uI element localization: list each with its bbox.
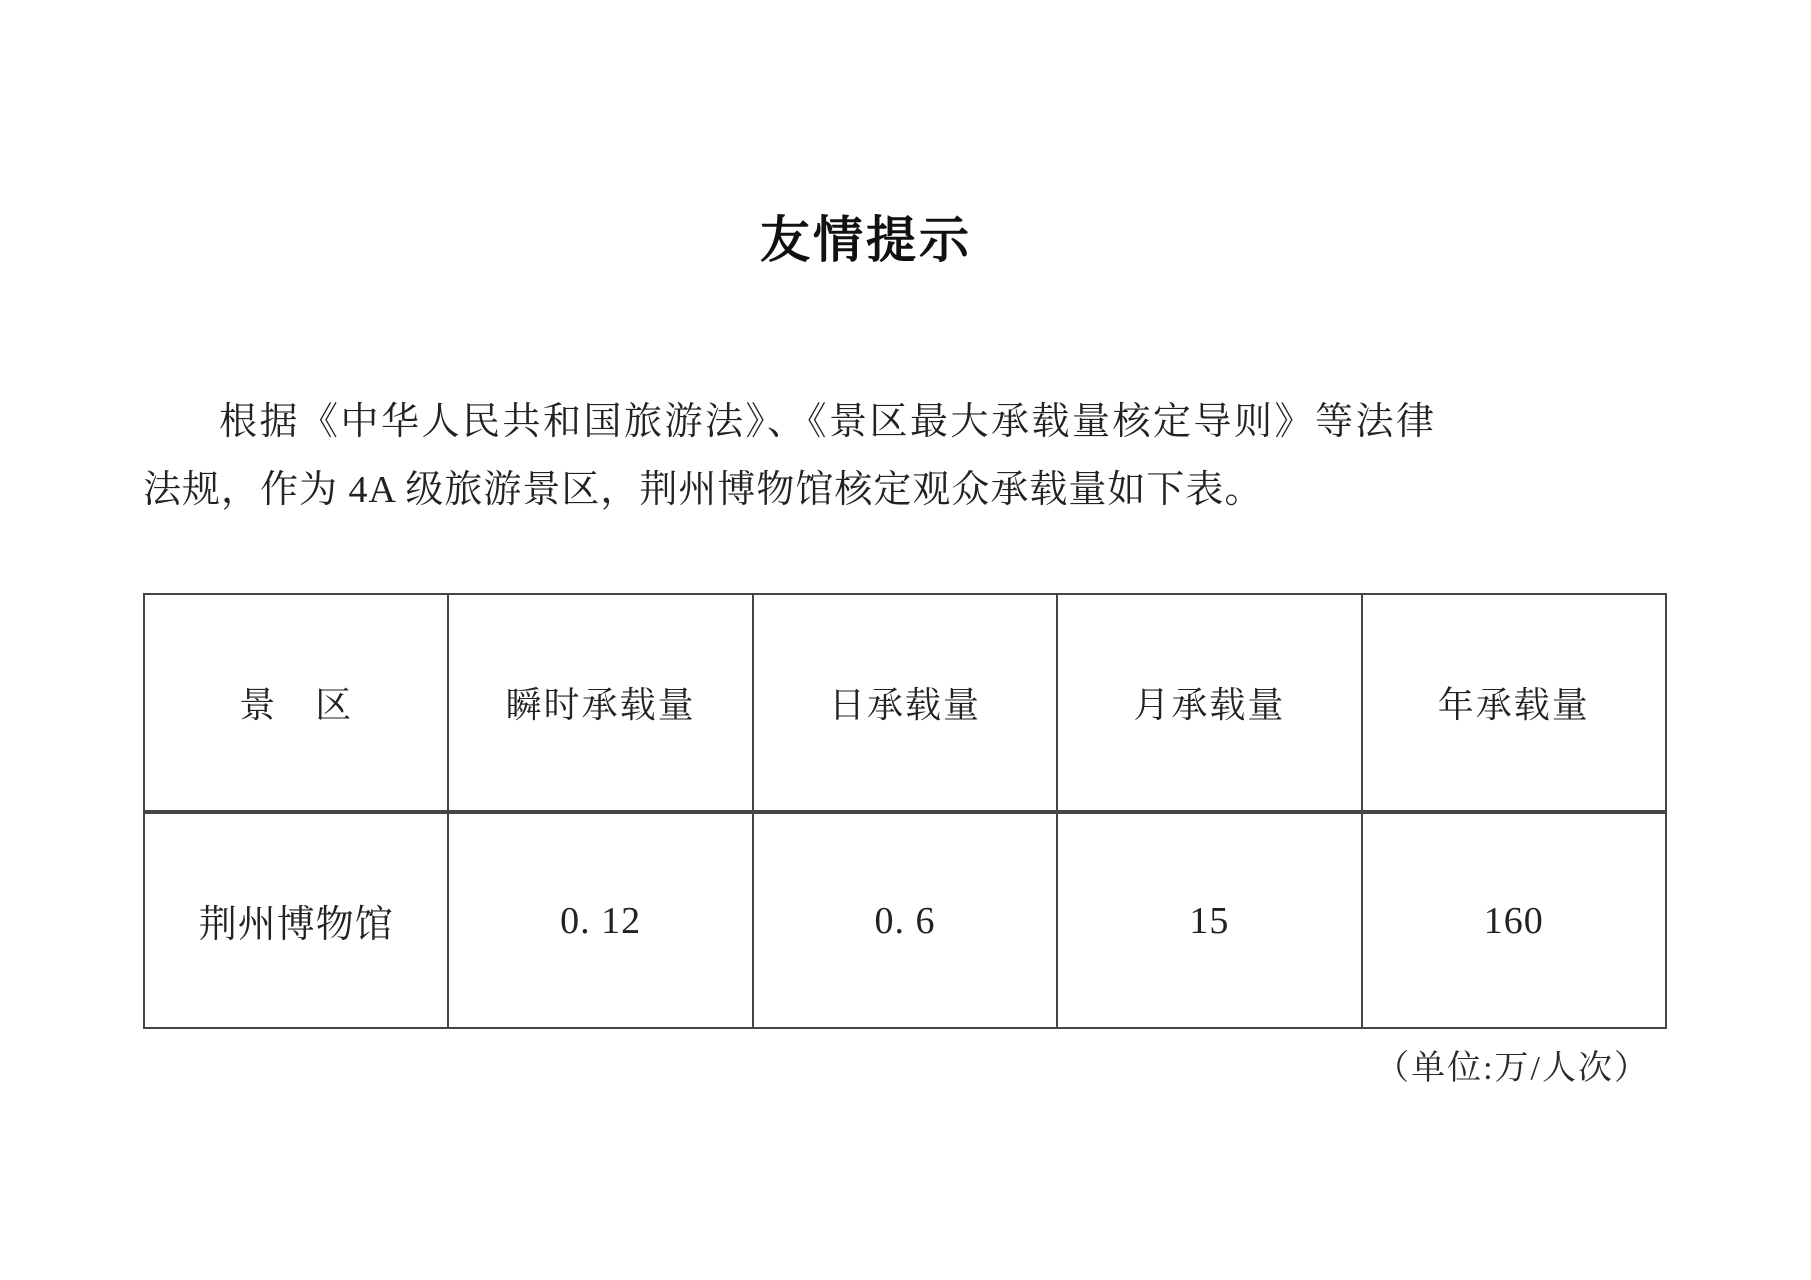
intro-paragraph (143, 388, 1435, 524)
col-header-yearly-capacity: 年承载量 (1362, 594, 1666, 812)
col-header-daily-capacity: 日承载量 (753, 594, 1057, 812)
capacity-table-body (144, 812, 1666, 1028)
cell-monthly-capacity: 15 (1057, 812, 1361, 1028)
page-title: 友情提示 (760, 212, 972, 268)
paragraph-line-1: 根据《中华人民共和国旅游法》、《景区最大承载量核定导则》等法律 (219, 401, 1435, 443)
capacity-table (143, 593, 1667, 1029)
cell-scenic-area: 荆州博物馆 (144, 812, 448, 1028)
col-header-scenic-area: 景 区 (144, 594, 448, 812)
unit-note: （单位:万/人次） (1375, 1050, 1650, 1087)
capacity-table-header (144, 594, 1666, 812)
header-row (144, 594, 1666, 812)
col-header-monthly-capacity: 月承载量 (1057, 594, 1361, 812)
paragraph-line-2: 法规，作为 4A 级旅游景区，荆州博物馆核定观众承载量如下表。 (143, 469, 1264, 511)
col-header-instant-capacity: 瞬时承载量 (448, 594, 752, 812)
table-row (144, 812, 1666, 1028)
cell-yearly-capacity: 160 (1362, 812, 1666, 1028)
cell-instant-capacity: 0. 12 (448, 812, 752, 1028)
cell-daily-capacity: 0. 6 (753, 812, 1057, 1028)
